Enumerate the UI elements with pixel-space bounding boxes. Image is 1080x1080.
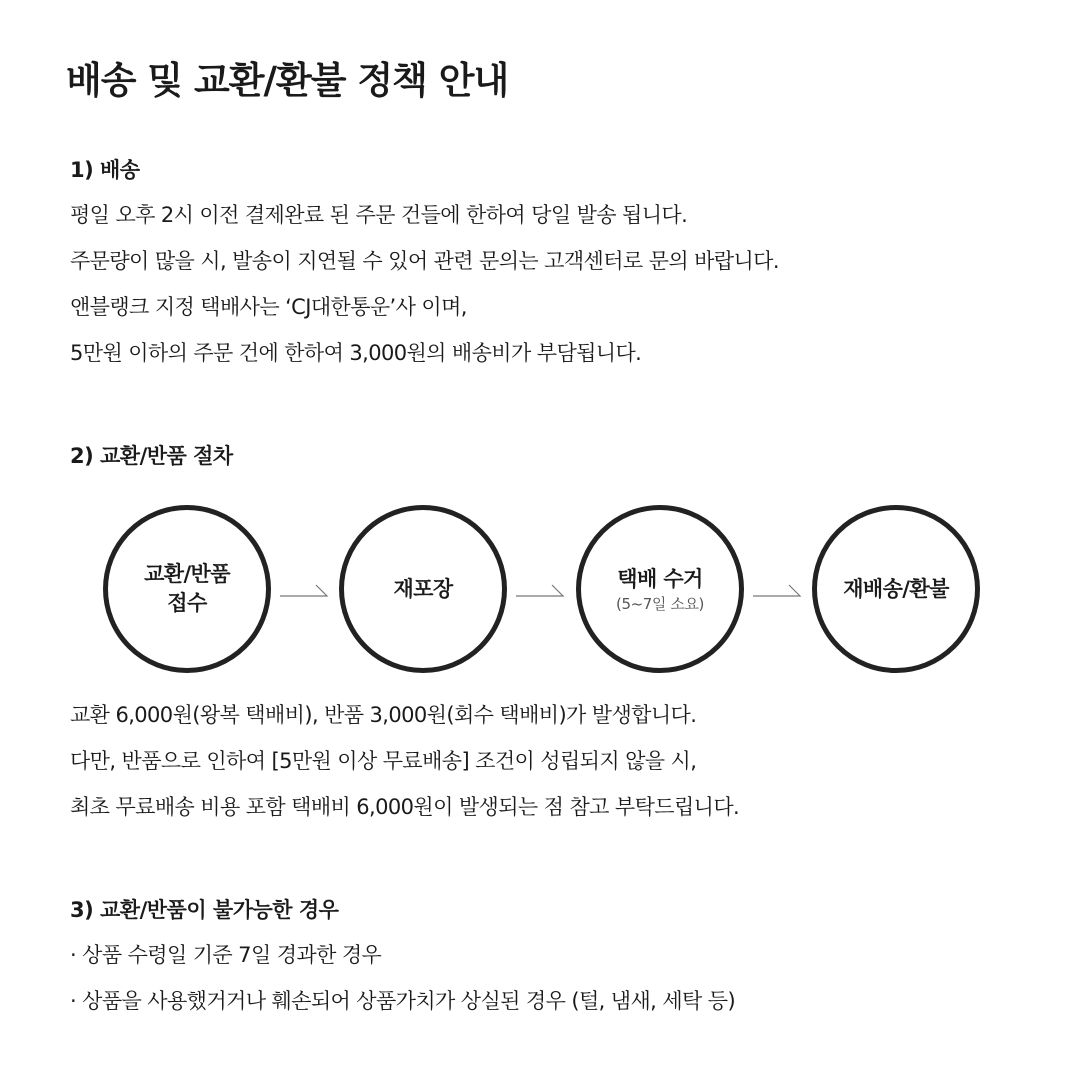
procedure-notes [70, 692, 1030, 830]
shipping-line: 주문량이 많을 시, 발송이 지연될 수 있어 관련 문의는 고객센터로 문의 바랍니다. [70, 249, 779, 273]
step-pickup [576, 505, 744, 673]
step-title: 교환/반품 접수 [144, 562, 230, 615]
shipping-line: 앤블랭크 지정 택배사는 ‘CJ대한통운’사 이며, [70, 295, 467, 319]
procedure-section [70, 434, 1030, 478]
step-duration: (5~7일 소요) [616, 594, 704, 613]
shipping-line: 5만원 이하의 주문 건에 한하여 3,000원의 배송비가 부담됩니다. [70, 341, 642, 365]
step-repack [339, 505, 507, 673]
arrow-right-icon [280, 581, 330, 599]
page-title: 배송 및 교환/환불 정책 안내 [66, 59, 509, 102]
arrow-right-icon [753, 581, 803, 599]
shipping-heading: 1) 배송 [70, 158, 140, 182]
procedure-heading: 2) 교환/반품 절차 [70, 444, 233, 468]
not-allowed-line: · 상품 수령일 기준 7일 경과한 경우 [70, 943, 382, 967]
step-title: 재포장 [393, 576, 453, 601]
procedure-line: 최초 무료배송 비용 포함 택배비 6,000원이 발생되는 점 참고 부탁드립니다. [70, 795, 740, 819]
not-allowed-section [70, 888, 1030, 1024]
step-receive [103, 505, 271, 673]
shipping-section [70, 148, 1030, 376]
procedure-flow [0, 505, 1080, 673]
not-allowed-heading: 3) 교환/반품이 불가능한 경우 [70, 898, 339, 922]
procedure-line: 교환 6,000원(왕복 택배비), 반품 3,000원(회수 택배비)가 발생합니다. [70, 703, 697, 727]
not-allowed-line: · 상품을 사용했거거나 훼손되어 상품가치가 상실된 경우 (털, 냄새, 세탁 등) [70, 989, 736, 1013]
procedure-line: 다만, 반품으로 인하여 [5만원 이상 무료배송] 조건이 성립되지 않을 시, [70, 749, 697, 773]
step-refund [812, 505, 980, 673]
arrow-right-icon [516, 581, 566, 599]
step-title: 재배송/환불 [843, 576, 949, 601]
step-title: 택배 수거 [617, 566, 703, 591]
shipping-line: 평일 오후 2시 이전 결제완료 된 주문 건들에 한하여 당일 발송 됩니다. [70, 203, 688, 227]
